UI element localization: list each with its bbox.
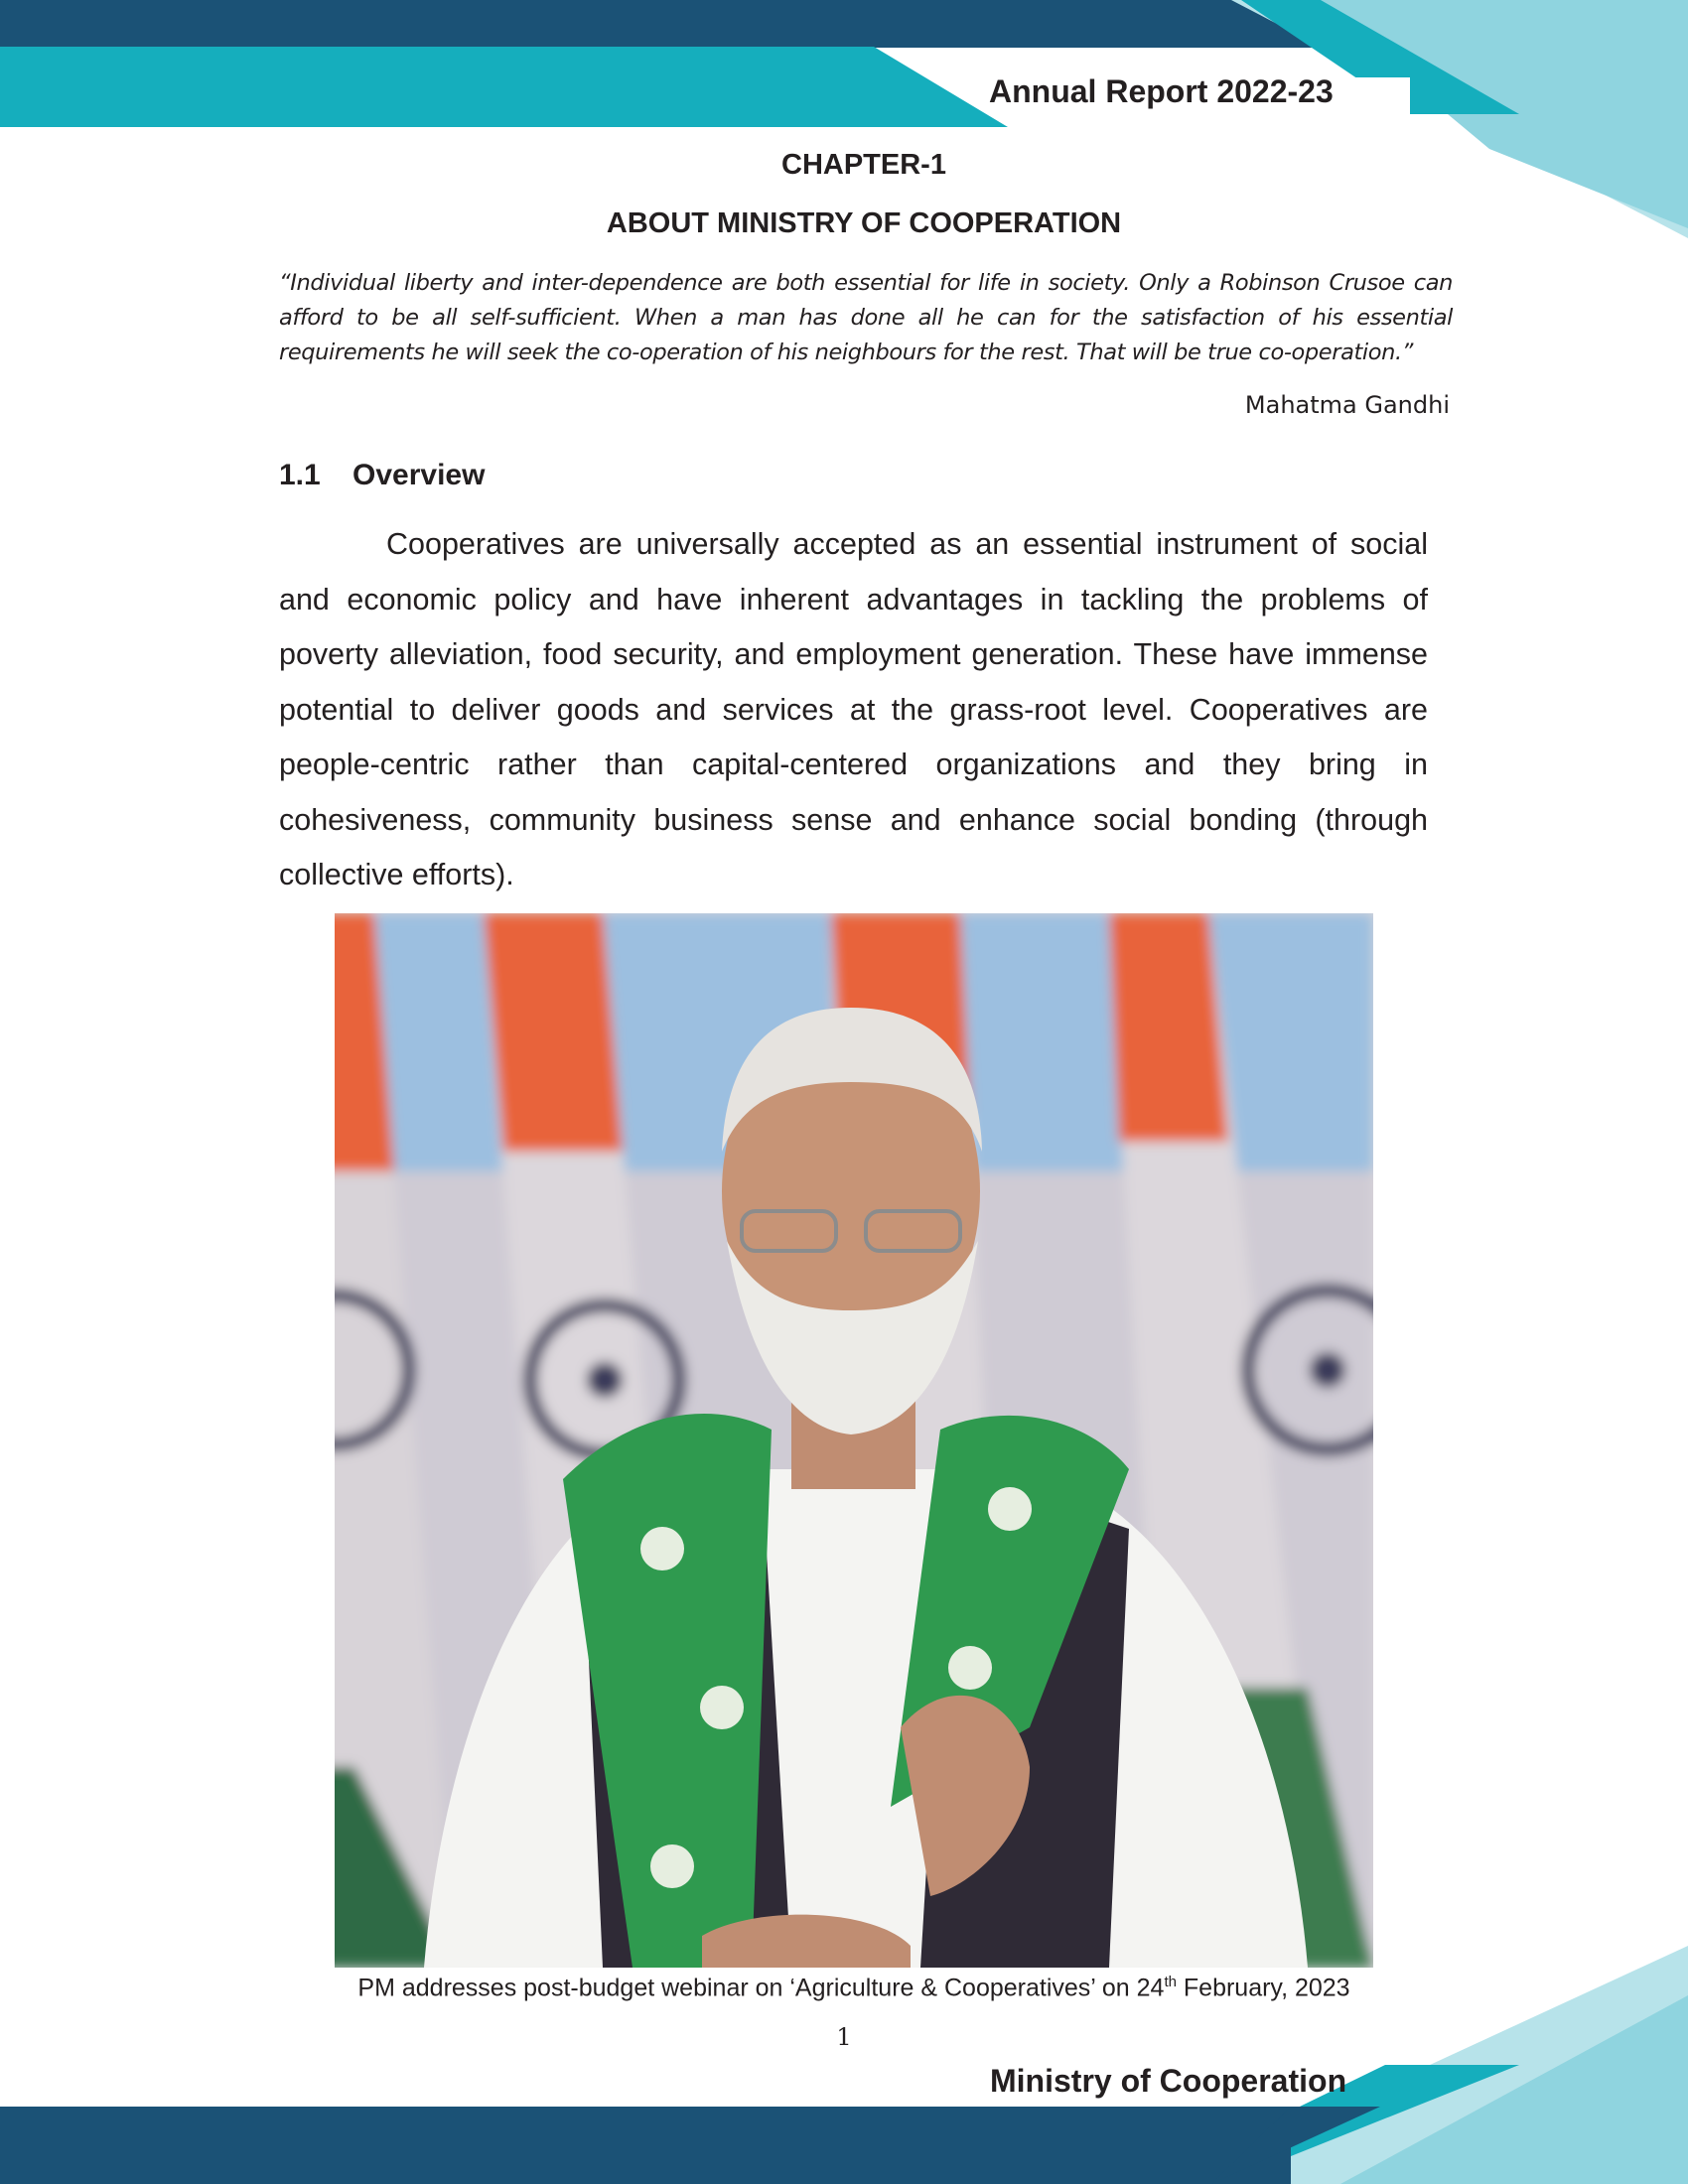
overview-paragraph: Cooperatives are universally accepted as an essential instrument of social and economic policy and have inherent advantages in tackling the problems of poverty alleviation, food security, and employment generation. These have immense potential to deliver goods and services at the grass-root level. Cooperatives are people-centric rather than capital-centered organizations and they bring in cohesiveness, community business sense and enhance social bonding (through collective efforts). [279, 527, 1428, 891]
page-number: 1 [836, 2023, 852, 2051]
caption-text: PM addresses post-budget webinar on ‘Agriculture & Cooperatives’ on 24 [357, 1974, 1165, 2002]
pm-photo-illustration [335, 913, 1373, 1968]
chapter-title: ABOUT MINISTRY OF COOPERATION [606, 207, 1122, 239]
footer-org-name: Ministry of Cooperation [990, 2063, 1347, 2099]
caption-date: February, 2023 [1176, 1974, 1350, 2002]
epigraph-quote: “Individual liberty and inter-dependence are both essential for life in society. Only a Robinson Crusoe can afford to be all self-sufficient. When a man has done all he can for the satisfaction of his essential requirements he will seek the co-operation of his neighbours for the rest. That will be true co-operation.” [279, 270, 1453, 365]
pm-photo [335, 913, 1373, 1968]
report-title: Annual Report 2022-23 [989, 73, 1334, 109]
footer-decoration [0, 1946, 1688, 2184]
section-title: Overview [352, 459, 486, 491]
section-heading [279, 459, 485, 492]
header-decoration [0, 0, 1688, 238]
epigraph-author: Mahatma Gandhi [1244, 391, 1450, 419]
caption-superscript: th [1164, 1974, 1177, 1990]
chapter-number: CHAPTER-1 [781, 149, 946, 181]
section-number: 1.1 [279, 459, 321, 491]
